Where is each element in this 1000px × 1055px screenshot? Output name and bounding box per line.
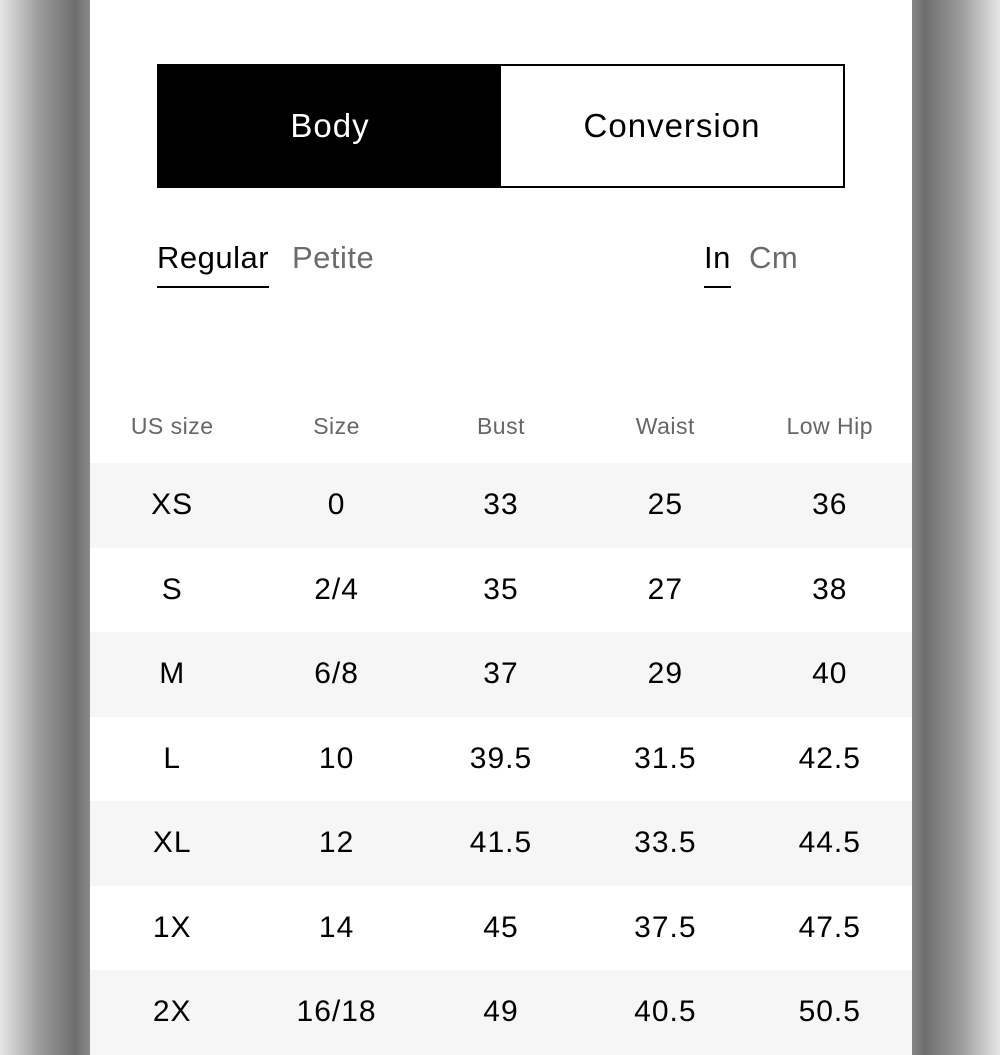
size-table-body bbox=[90, 463, 912, 1055]
table-cell: 33.5 bbox=[634, 826, 697, 860]
table-row bbox=[90, 801, 912, 886]
table-cell: 16/18 bbox=[296, 995, 377, 1029]
column-header-size: Size bbox=[313, 412, 360, 439]
chart-type-switch bbox=[157, 64, 845, 188]
table-cell: 33 bbox=[483, 488, 519, 522]
table-cell: 40.5 bbox=[634, 995, 697, 1029]
table-cell: XS bbox=[151, 488, 194, 522]
table-cell: 12 bbox=[318, 826, 355, 860]
table-cell: 1X bbox=[152, 910, 192, 944]
column-header-low-hip: Low Hip bbox=[786, 412, 874, 439]
table-cell: 44.5 bbox=[798, 826, 861, 860]
table-row bbox=[90, 548, 912, 633]
column-header-us-size: US size bbox=[130, 412, 214, 439]
table-cell: 0 bbox=[327, 488, 346, 522]
table-cell: 37 bbox=[483, 657, 519, 691]
table-cell: 37.5 bbox=[634, 910, 697, 944]
unit-cm-tab[interactable]: Cm bbox=[749, 240, 799, 275]
fit-petite-tab[interactable]: Petite bbox=[292, 240, 375, 275]
table-cell: 38 bbox=[812, 572, 848, 606]
table-cell: 6/8 bbox=[314, 657, 359, 691]
table-cell: 42.5 bbox=[798, 741, 861, 775]
table-header bbox=[90, 398, 912, 454]
table-cell: 50.5 bbox=[798, 995, 861, 1029]
table-row bbox=[90, 463, 912, 548]
table-cell: 31.5 bbox=[634, 741, 697, 775]
table-cell: 36 bbox=[812, 488, 848, 522]
column-header-bust: Bust bbox=[476, 412, 525, 439]
table-row bbox=[90, 886, 912, 971]
table-cell: 40 bbox=[812, 657, 848, 691]
table-cell: 49 bbox=[483, 995, 519, 1029]
table-cell: 14 bbox=[318, 910, 355, 944]
table-cell: S bbox=[161, 572, 183, 606]
table-cell: 2X bbox=[152, 995, 192, 1029]
table-cell: 29 bbox=[647, 657, 684, 691]
table-cell: 2/4 bbox=[314, 572, 359, 606]
table-cell: XL bbox=[152, 826, 192, 860]
table-cell: 25 bbox=[647, 488, 684, 522]
table-cell: 35 bbox=[483, 572, 519, 606]
table-cell: 10 bbox=[318, 741, 355, 775]
table-cell: 27 bbox=[647, 572, 684, 606]
table-cell: 39.5 bbox=[469, 741, 533, 775]
table-cell: 47.5 bbox=[798, 910, 861, 944]
tab-body[interactable]: Body bbox=[159, 66, 501, 186]
table-row bbox=[90, 632, 912, 717]
table-cell: L bbox=[163, 741, 182, 775]
tab-conversion[interactable]: Conversion bbox=[501, 66, 843, 186]
table-row bbox=[90, 717, 912, 802]
column-header-waist: Waist bbox=[635, 412, 695, 439]
unit-inches-tab[interactable]: In bbox=[704, 240, 731, 288]
table-cell: 41.5 bbox=[469, 826, 533, 860]
fit-regular-tab[interactable]: Regular bbox=[157, 240, 269, 288]
table-row bbox=[90, 970, 912, 1055]
size-chart-panel bbox=[90, 0, 912, 1029]
table-cell: M bbox=[159, 657, 186, 691]
table-cell: 45 bbox=[483, 910, 519, 944]
